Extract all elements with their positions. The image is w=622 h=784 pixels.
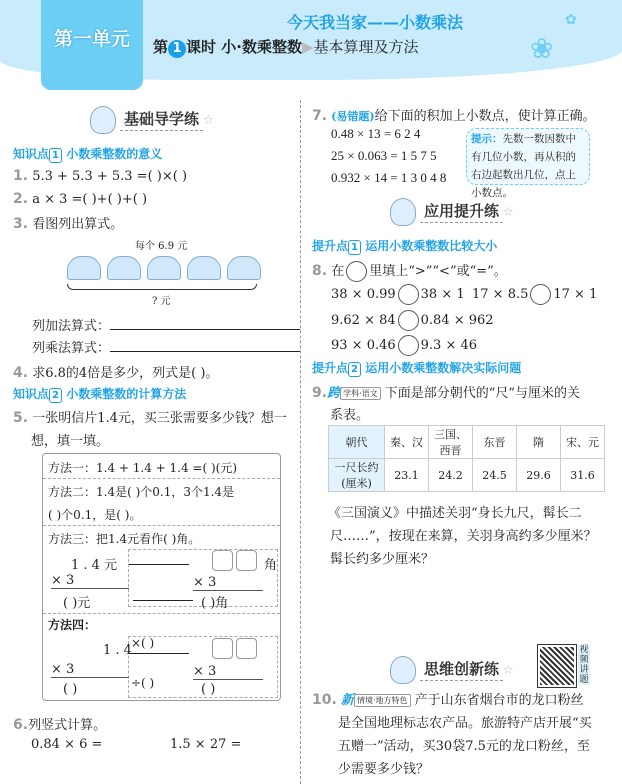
kp-text: 小数乘整数的意义 bbox=[66, 147, 163, 161]
question-2 bbox=[13, 191, 147, 207]
star-icon: ☆ bbox=[503, 662, 514, 677]
method-4: 方法四： bbox=[48, 618, 97, 632]
compare-row bbox=[331, 335, 477, 356]
cross-subject-icon: 跨 bbox=[327, 386, 341, 401]
q-text-cont: 系表。 bbox=[330, 408, 370, 423]
m4-rmul: × 3 bbox=[193, 664, 263, 680]
arrow-right bbox=[129, 653, 189, 654]
q7-row: 0.932 × 14 = 1 3 0 4 8 bbox=[331, 170, 447, 185]
table-row bbox=[329, 459, 605, 492]
answer-label: 列乘法算式： bbox=[32, 341, 111, 356]
compare-circle[interactable] bbox=[530, 284, 551, 305]
cake-icon bbox=[227, 256, 261, 280]
digit-boxes bbox=[209, 638, 257, 663]
question-1 bbox=[13, 168, 187, 184]
section-title: 应用提升练 bbox=[420, 202, 503, 223]
kp-number: 1 bbox=[348, 240, 361, 255]
compare-row bbox=[331, 284, 465, 305]
kp-text: 小数乘整数的计算方法 bbox=[66, 387, 187, 401]
right-expr: 17 × 1 bbox=[553, 287, 598, 302]
m4-rresult[interactable]: ( ) bbox=[201, 682, 216, 697]
q-text: 里填上“>”“<”或“=”。 bbox=[369, 264, 507, 279]
addition-answer bbox=[32, 315, 300, 334]
method-1: 方法一：1.4 + 1.4 + 1.4 =( )(元) bbox=[48, 461, 238, 475]
table-cell: 秦、汉 bbox=[385, 426, 429, 459]
table-cell: 24.2 bbox=[429, 459, 473, 492]
method-2: 方法二：1.4是( )个0.1，3个1.4是 bbox=[48, 485, 235, 499]
table-cell: 23.1 bbox=[385, 459, 429, 492]
table-cell: 东晋 bbox=[473, 426, 517, 459]
page-title: 今天我当家——小数乘法 bbox=[286, 13, 463, 32]
lesson-topic: 小·数乘整数 bbox=[221, 38, 302, 56]
section-apply bbox=[390, 198, 514, 226]
answer-label: 列加法算式： bbox=[32, 319, 111, 334]
m3-mul: × 3 bbox=[51, 573, 129, 589]
kp-number: 2 bbox=[49, 388, 62, 403]
answer-line[interactable] bbox=[110, 318, 300, 330]
q-number: 6. bbox=[13, 717, 29, 733]
compare-circle[interactable] bbox=[398, 335, 419, 356]
methods-box bbox=[42, 453, 281, 701]
cakes-image bbox=[64, 256, 264, 284]
knowledge-point-1 bbox=[13, 145, 162, 163]
hint-box bbox=[466, 128, 590, 199]
brace bbox=[67, 284, 257, 290]
cake-icon bbox=[67, 256, 101, 280]
m4-top: 1 . 4 bbox=[103, 643, 132, 658]
kp-prefix: 知识点 bbox=[13, 387, 50, 401]
right-expr: 9.3 × 46 bbox=[420, 338, 478, 353]
total-label: ? 元 bbox=[152, 296, 171, 307]
ruler-table bbox=[328, 425, 605, 492]
digit-box[interactable] bbox=[212, 638, 233, 659]
section-think bbox=[390, 656, 514, 684]
calc-b: 1.5 × 27 = bbox=[170, 737, 242, 752]
butterfly-icon: ✿ bbox=[565, 12, 577, 28]
kp-number: 1 bbox=[49, 148, 62, 163]
q7-row: 0.48 × 13 = 6 2 4 bbox=[331, 126, 421, 141]
q-text: 少需要多少钱？ bbox=[338, 762, 430, 777]
q-number: 5. bbox=[13, 410, 29, 426]
flower-icon: ❀ bbox=[530, 32, 554, 65]
divider bbox=[43, 525, 280, 526]
column-divider bbox=[300, 100, 301, 784]
kp-text: 运用小数乘整数比较大小 bbox=[365, 239, 498, 253]
improvement-point-2 bbox=[312, 359, 521, 377]
digit-box[interactable] bbox=[236, 550, 257, 571]
table-header: 朝代 bbox=[329, 426, 385, 459]
header-line: (厘米) bbox=[341, 477, 372, 490]
question-10 bbox=[312, 689, 584, 708]
m3-top: 1 . 4 元 bbox=[71, 558, 118, 573]
q9-text: 尺……”，按现在来算，关羽身高约多少厘米？ bbox=[330, 529, 597, 544]
subject-tag: 学科·语文 bbox=[340, 387, 381, 400]
mascot-icon bbox=[390, 198, 416, 226]
qr-code[interactable] bbox=[538, 645, 576, 687]
right-expr: 38 × 1 bbox=[420, 287, 465, 302]
divider bbox=[43, 613, 280, 614]
right-expr: 0.84 × 962 bbox=[420, 313, 494, 328]
table-cell: 宋、元 bbox=[561, 426, 605, 459]
q-number: 4. bbox=[13, 365, 29, 381]
hint-text: 先数一数因数中有几位小数，再从积的右边起数出几位，点上小数点。 bbox=[471, 133, 576, 199]
star-icon: ☆ bbox=[503, 204, 514, 219]
table-cell: 29.6 bbox=[517, 459, 561, 492]
table-header bbox=[329, 459, 385, 492]
m4-divide[interactable]: ÷( ) bbox=[131, 676, 155, 690]
question-3 bbox=[13, 213, 123, 232]
m3-rresult[interactable]: ( )角 bbox=[201, 596, 229, 611]
cake-icon bbox=[147, 256, 181, 280]
left-expr: 93 × 0.46 bbox=[331, 338, 396, 353]
kp-number: 2 bbox=[348, 362, 361, 377]
table-cell: 31.6 bbox=[561, 459, 605, 492]
table-row bbox=[329, 426, 605, 459]
arrow-left bbox=[133, 600, 193, 601]
multiplication-answer bbox=[32, 337, 300, 356]
circle-blank bbox=[346, 261, 367, 282]
q7-row: 25 × 0.063 = 1 5 7 5 bbox=[331, 148, 437, 163]
digit-boxes bbox=[209, 550, 257, 575]
q-text: 给下面的积加上小数点，使计算正确。 bbox=[374, 109, 596, 124]
unit-tab: 第一单元 bbox=[41, 0, 143, 90]
question-8 bbox=[312, 260, 507, 282]
left-expr: 17 × 8.5 bbox=[472, 287, 529, 302]
q-text: 产于山东省烟台市的龙口粉丝 bbox=[414, 693, 584, 708]
table-cell: 24.5 bbox=[473, 459, 517, 492]
question-5 bbox=[13, 407, 287, 426]
q-text-cont: 想，填一填。 bbox=[31, 434, 110, 449]
compare-row bbox=[472, 284, 597, 305]
arrow-right bbox=[129, 564, 189, 565]
q-number: 8. bbox=[312, 263, 328, 279]
jiao-unit: 角 bbox=[264, 558, 278, 573]
answer-line[interactable] bbox=[110, 340, 300, 352]
digit-box[interactable] bbox=[236, 638, 257, 659]
q-number: 7. bbox=[312, 108, 328, 124]
q-text: 看图列出算式。 bbox=[32, 217, 124, 232]
cake-icon bbox=[187, 256, 221, 280]
q-number: 2. bbox=[13, 191, 29, 207]
m4-mul: × 3 bbox=[51, 662, 129, 678]
q-number: 10. bbox=[312, 692, 337, 708]
q-text: 下面是部分朝代的“尺”与厘米的关 bbox=[384, 386, 581, 401]
left-expr: 9.62 × 84 bbox=[331, 313, 396, 328]
method-3: 方法三：把1.4元看作( )角。 bbox=[48, 532, 201, 546]
q-text: 一张明信片1.4元，买三张需要多少钱？想一 bbox=[32, 411, 287, 426]
error-prone-tag: (易错题) bbox=[331, 110, 375, 123]
table-cell: 隋 bbox=[517, 426, 561, 459]
left-expr: 38 × 0.99 bbox=[331, 287, 396, 302]
header-line: 一尺长约 bbox=[334, 461, 379, 474]
star-icon: ☆ bbox=[203, 112, 214, 127]
compare-circle[interactable] bbox=[398, 284, 419, 305]
question-4 bbox=[13, 362, 218, 381]
q-text: 5.3 + 5.3 + 5.3 =( )×( ) bbox=[32, 169, 188, 184]
m3-rmul: × 3 bbox=[193, 575, 263, 591]
question-6 bbox=[13, 714, 106, 733]
divider bbox=[43, 478, 280, 479]
question-7 bbox=[312, 105, 596, 124]
q-text: 列竖式计算。 bbox=[28, 718, 107, 733]
m4-times[interactable]: ×( ) bbox=[131, 636, 155, 650]
mascot-icon bbox=[390, 656, 416, 684]
lesson-subtopic: 基本算理及方法 bbox=[313, 38, 419, 56]
compare-circle[interactable] bbox=[398, 310, 419, 331]
m4-result[interactable]: ( ) bbox=[63, 682, 78, 697]
price-label: 每个 6.9 元 bbox=[135, 241, 188, 252]
method-2-cont: ( )个0.1，是( )。 bbox=[48, 508, 142, 522]
knowledge-point-2 bbox=[13, 385, 186, 403]
section-title: 思维创新练 bbox=[420, 660, 503, 681]
section-basic bbox=[90, 106, 214, 134]
kp-prefix: 提升点 bbox=[312, 239, 349, 253]
digit-box[interactable] bbox=[212, 550, 233, 571]
q-text: a × 3 =( )+( )+( ) bbox=[32, 192, 148, 207]
q-text: 在 bbox=[331, 264, 345, 279]
kp-prefix: 知识点 bbox=[13, 147, 50, 161]
kp-prefix: 提升点 bbox=[312, 361, 349, 375]
lesson-title bbox=[153, 36, 419, 58]
q9-text: 髯长约多少厘米？ bbox=[330, 552, 435, 567]
lesson-prefix: 第 bbox=[153, 38, 169, 56]
m3-result[interactable]: ( )元 bbox=[63, 596, 91, 611]
q-number: 1. bbox=[13, 168, 29, 184]
q-text: 是全国地理标志农产品。旅游特产店开展“买 bbox=[338, 716, 592, 731]
calc-a: 0.84 × 6 = bbox=[31, 737, 103, 752]
q-text: 五赠一”活动，买30袋7.5元的龙口粉丝，至 bbox=[338, 739, 590, 754]
question-9 bbox=[312, 382, 580, 401]
q-text: 求6.8的4倍是多少，列式是( )。 bbox=[32, 366, 219, 381]
context-tag: 情境·地方特色 bbox=[354, 694, 411, 707]
kp-text: 运用小数乘整数解决实际问题 bbox=[365, 361, 522, 375]
cake-icon bbox=[107, 256, 141, 280]
triangle-icon: ▶ bbox=[301, 38, 314, 56]
q-number: 9. bbox=[312, 385, 328, 401]
q-number: 3. bbox=[13, 216, 29, 232]
compare-row bbox=[331, 310, 494, 331]
q9-text: 《三国演义》中描述关羽“身长九尺，髯长二 bbox=[328, 506, 582, 521]
new-icon: 新 bbox=[340, 693, 354, 708]
lesson-number: 1 bbox=[168, 40, 186, 58]
section-title: 基础导学练 bbox=[120, 110, 203, 131]
video-label: 视频讲题 bbox=[579, 645, 589, 685]
improvement-point-1 bbox=[312, 237, 497, 255]
mascot-icon bbox=[90, 106, 116, 134]
hint-label: 提示： bbox=[471, 133, 503, 145]
lesson-suffix: 课时 bbox=[186, 38, 217, 56]
table-cell: 三国、西晋 bbox=[429, 426, 473, 459]
